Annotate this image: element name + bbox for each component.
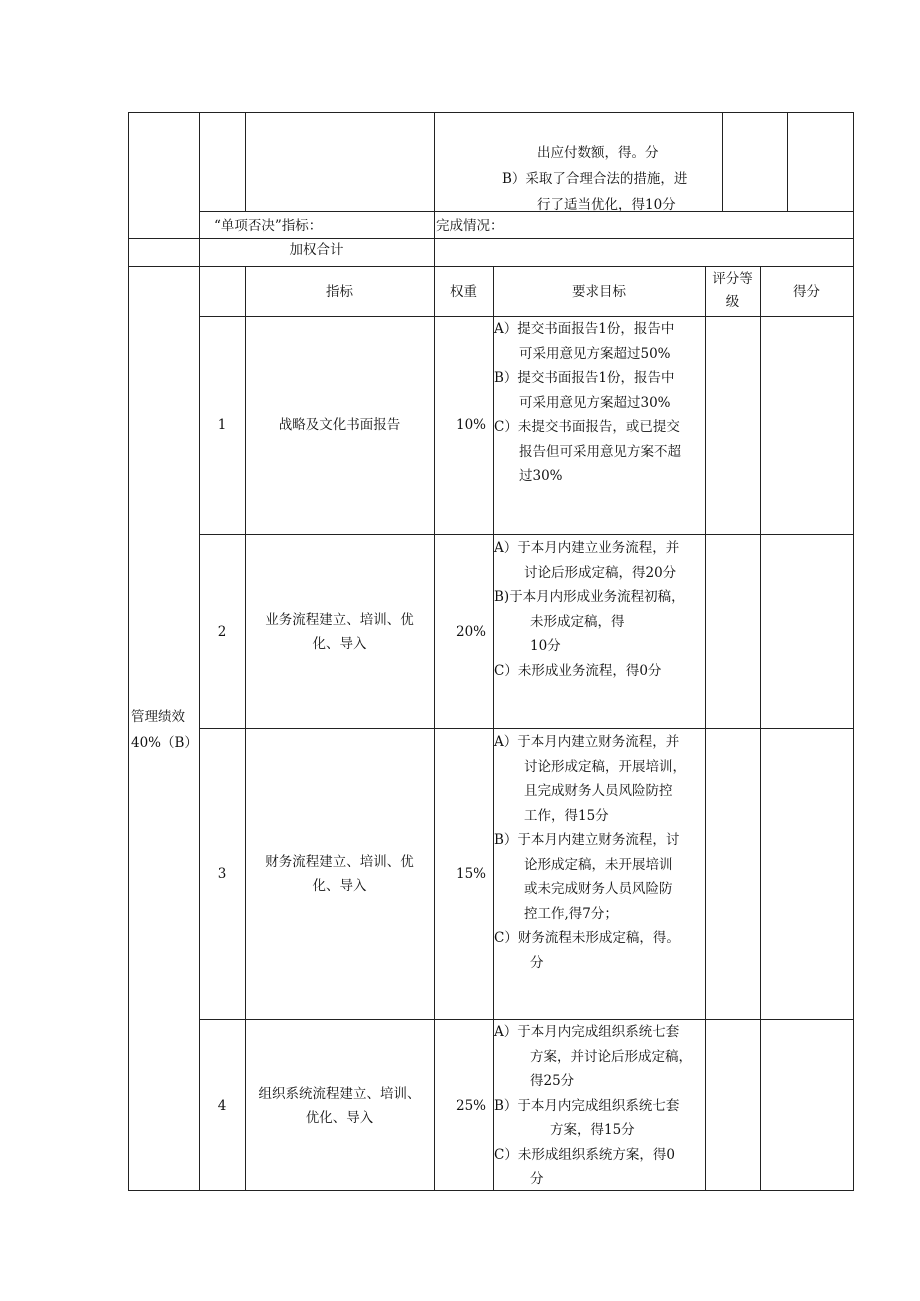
- target-line: 工作，得15分: [524, 807, 609, 824]
- target-line: B)于本月内形成业务流程初稿，: [494, 589, 685, 605]
- target-line: A）于本月内建立财务流程，并: [494, 734, 680, 750]
- target-line: B）提交书面报告1份，报告中: [494, 370, 675, 386]
- target-line: B）于本月内完成组织系统七套: [494, 1097, 680, 1114]
- category-label: [131, 704, 198, 756]
- target-line: C）财务流程未形成定稿，得。: [494, 930, 680, 946]
- continuation-line: 出应付数额，得。分: [537, 145, 659, 161]
- target-line: 方案，并讨论后形成定稿，: [530, 1048, 692, 1065]
- row-target: [494, 317, 705, 489]
- row-indicator: 战略及文化书面报告: [278, 417, 401, 433]
- row-number: 1: [217, 417, 227, 433]
- header-grade-line: 评分等: [712, 271, 753, 287]
- rule-left: [128, 112, 129, 1191]
- veto-label: “单项否决”指标：: [214, 218, 323, 234]
- row-weight: 25%: [455, 1098, 486, 1114]
- row-target: [494, 536, 705, 683]
- target-line: A）于本月内完成组织系统七套: [494, 1024, 680, 1040]
- target-line: 未形成定稿，得: [530, 613, 625, 630]
- target-line: 分: [530, 954, 544, 971]
- header-target: 要求目标: [572, 284, 626, 300]
- rule-bottom: [128, 1190, 854, 1191]
- continuation-line: 行了适当优化，得10分: [537, 197, 676, 213]
- row-weight: 10%: [455, 417, 486, 433]
- indicator-line: 优化、导入: [305, 1110, 374, 1126]
- indicator-line: 财务流程建立、培训、优: [265, 854, 414, 870]
- rule-mgmt-indicator: [434, 266, 435, 1191]
- target-line: 讨论后形成定稿，得20分: [524, 564, 677, 581]
- row-indicator: [245, 1082, 434, 1130]
- header-weight: 权重: [450, 284, 477, 300]
- target-line: 方案，得15分: [550, 1122, 635, 1138]
- rule-management-top: [128, 266, 854, 267]
- rule-top-c1: [245, 112, 246, 212]
- target-line: 报告但可采用意见方案不超: [519, 443, 681, 460]
- target-line: C）未形成业务流程，得0分: [494, 662, 662, 679]
- continuation-target-text: [502, 140, 720, 218]
- rule-mgmt-target: [705, 266, 706, 1191]
- header-indicator: 指标: [326, 284, 353, 300]
- row-weight: 15%: [455, 866, 486, 882]
- header-score: 得分: [793, 284, 820, 300]
- target-line: 控工作,得7分；: [524, 905, 618, 922]
- row-target: [494, 730, 705, 975]
- target-line: 过30%: [519, 468, 563, 484]
- target-line: 且完成财务人员风险防控: [524, 783, 673, 799]
- continuation-line: B）采取了合理合法的措施，进: [502, 171, 688, 187]
- target-line: 可采用意见方案超过30%: [519, 394, 671, 411]
- category-line: 40%（B）: [131, 735, 198, 751]
- header-grade: [705, 268, 760, 314]
- row-number: 2: [217, 624, 227, 640]
- target-line: C）未形成组织系统方案，得0: [494, 1146, 675, 1163]
- indicator-line: 组织系统流程建立、培训、: [258, 1086, 421, 1102]
- rule-top-c3: [722, 112, 723, 212]
- target-line: 论形成定稿，未开展培训: [524, 856, 673, 873]
- rule-mgmt-no: [245, 266, 246, 1191]
- rule-top: [128, 112, 854, 113]
- row-number: 4: [217, 1098, 227, 1114]
- rule-row2-bottom: [199, 728, 854, 729]
- weighted-total-label: 加权合计: [289, 242, 344, 258]
- rule-right: [853, 112, 854, 1191]
- rule-top-c4: [787, 112, 788, 212]
- rule-category-col-lower: [199, 266, 200, 1191]
- row-target: [494, 1020, 705, 1192]
- category-line: 管理绩效: [131, 709, 185, 725]
- completion-label: 完成情况：: [436, 218, 504, 234]
- target-line: B）于本月内建立财务流程，讨: [494, 832, 680, 848]
- header-grade-line: 级: [725, 294, 740, 310]
- row-number: 3: [217, 866, 227, 882]
- target-line: 10分: [530, 638, 561, 654]
- target-line: 得25分: [530, 1073, 575, 1089]
- rule-mgmt-grade: [760, 266, 761, 1191]
- target-line: 或未完成财务人员风险防: [524, 881, 673, 897]
- row-indicator: [245, 608, 434, 656]
- target-line: A）于本月内建立业务流程，并: [494, 540, 680, 556]
- target-line: 分: [530, 1171, 544, 1187]
- row-weight: 20%: [455, 624, 486, 640]
- target-line: 讨论形成定稿，开展培训，: [524, 758, 686, 775]
- target-line: A）提交书面报告1份，报告中: [494, 321, 675, 337]
- target-line: C）未提交书面报告，或已提交: [494, 419, 680, 435]
- indicator-line: 化、导入: [312, 878, 367, 894]
- indicator-line: 化、导入: [312, 636, 367, 652]
- row-indicator: [245, 850, 434, 898]
- indicator-line: 业务流程建立、培训、优: [265, 612, 414, 628]
- rule-top-c2: [434, 112, 435, 266]
- target-line: 可采用意见方案超过50%: [519, 345, 671, 362]
- rule-row1-bottom: [199, 534, 854, 535]
